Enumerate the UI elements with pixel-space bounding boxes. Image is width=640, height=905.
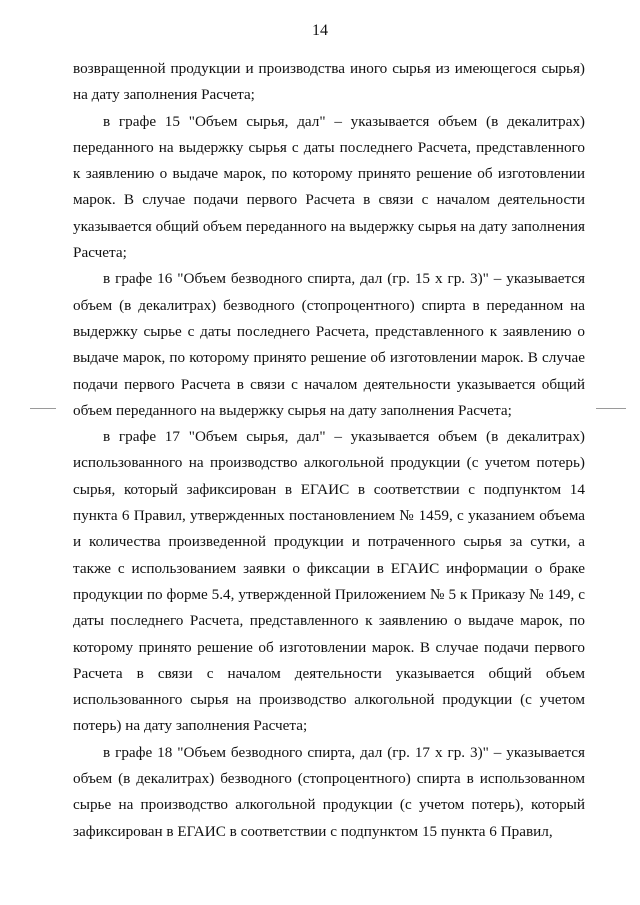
page-number: 14 bbox=[312, 22, 328, 39]
scan-speck-right bbox=[596, 408, 626, 409]
paragraph-column-16: в графе 16 "Объем безводного спирта, дал (гр. 15 х гр. 3)" – указывается объем (в декалитрах) безводного (стопроцентного) спирта в переданном на выдержку сырье с даты последнего Расчета, представленного к заявлению о выдаче марок, по которому принято решение об изготовлении марок. В случае подачи первого Расчета в связи с началом деятельности указывается общий объем переданного на выдержку сырья на дату заполнения Расчета; bbox=[73, 270, 585, 419]
paragraph-column-17: в графе 17 "Объем сырья, дал" – указывается объем (в декалитрах) использованного на производство алкогольной продукции (с учетом потерь) сырья, который зафиксирован в ЕГАИС в соответствии с подпунктом 14 пункта 6 Правил, утвержденных постановлением № 1459, с указанием объема и количества произведенной продукции и потраченного сырья за сутки, а также с использованием заявки о фиксации в ЕГАИС информации о браке продукции по форме 5.4, утвержденной Приложением № 5 к Приказу № 149, с даты последнего Расчета, представленного к заявлению о выдаче марок, по которому принято решение об изготовлении марок. В случае подачи первого Расчета в связи с началом деятельности указывается общий объем использованного сырья на производство алкогольной продукции (с учетом потерь) на дату заполнения Расчета; bbox=[73, 428, 585, 735]
scan-speck-left bbox=[30, 408, 56, 409]
paragraph-column-15: в графе 15 "Объем сырья, дал" – указывается объем (в декалитрах) переданного на выдержку сырья с даты последнего Расчета, представленного к заявлению о выдаче марок, по которому принято решение об изготовлении марок. В случае подачи первого Расчета в связи с началом деятельности указывается общий объем переданного на выдержку сырья на дату заполнения Расчета; bbox=[73, 112, 585, 262]
document-body bbox=[73, 56, 585, 845]
paragraph-column-18: в графе 18 "Объем безводного спирта, дал (гр. 17 х гр. 3)" – указывается объем (в декалитрах) безводного (стопроцентного) спирта в использованном сырье на производство алкогольной продукции (с учетом потерь), который зафиксирован в ЕГАИС в соответствии с подпунктом 15 пункта 6 Правил, bbox=[73, 743, 585, 840]
paragraph-continuation: возвращенной продукции и производства иного сырья из имеющегося сырья) на дату заполнения Расчета; bbox=[73, 60, 585, 104]
